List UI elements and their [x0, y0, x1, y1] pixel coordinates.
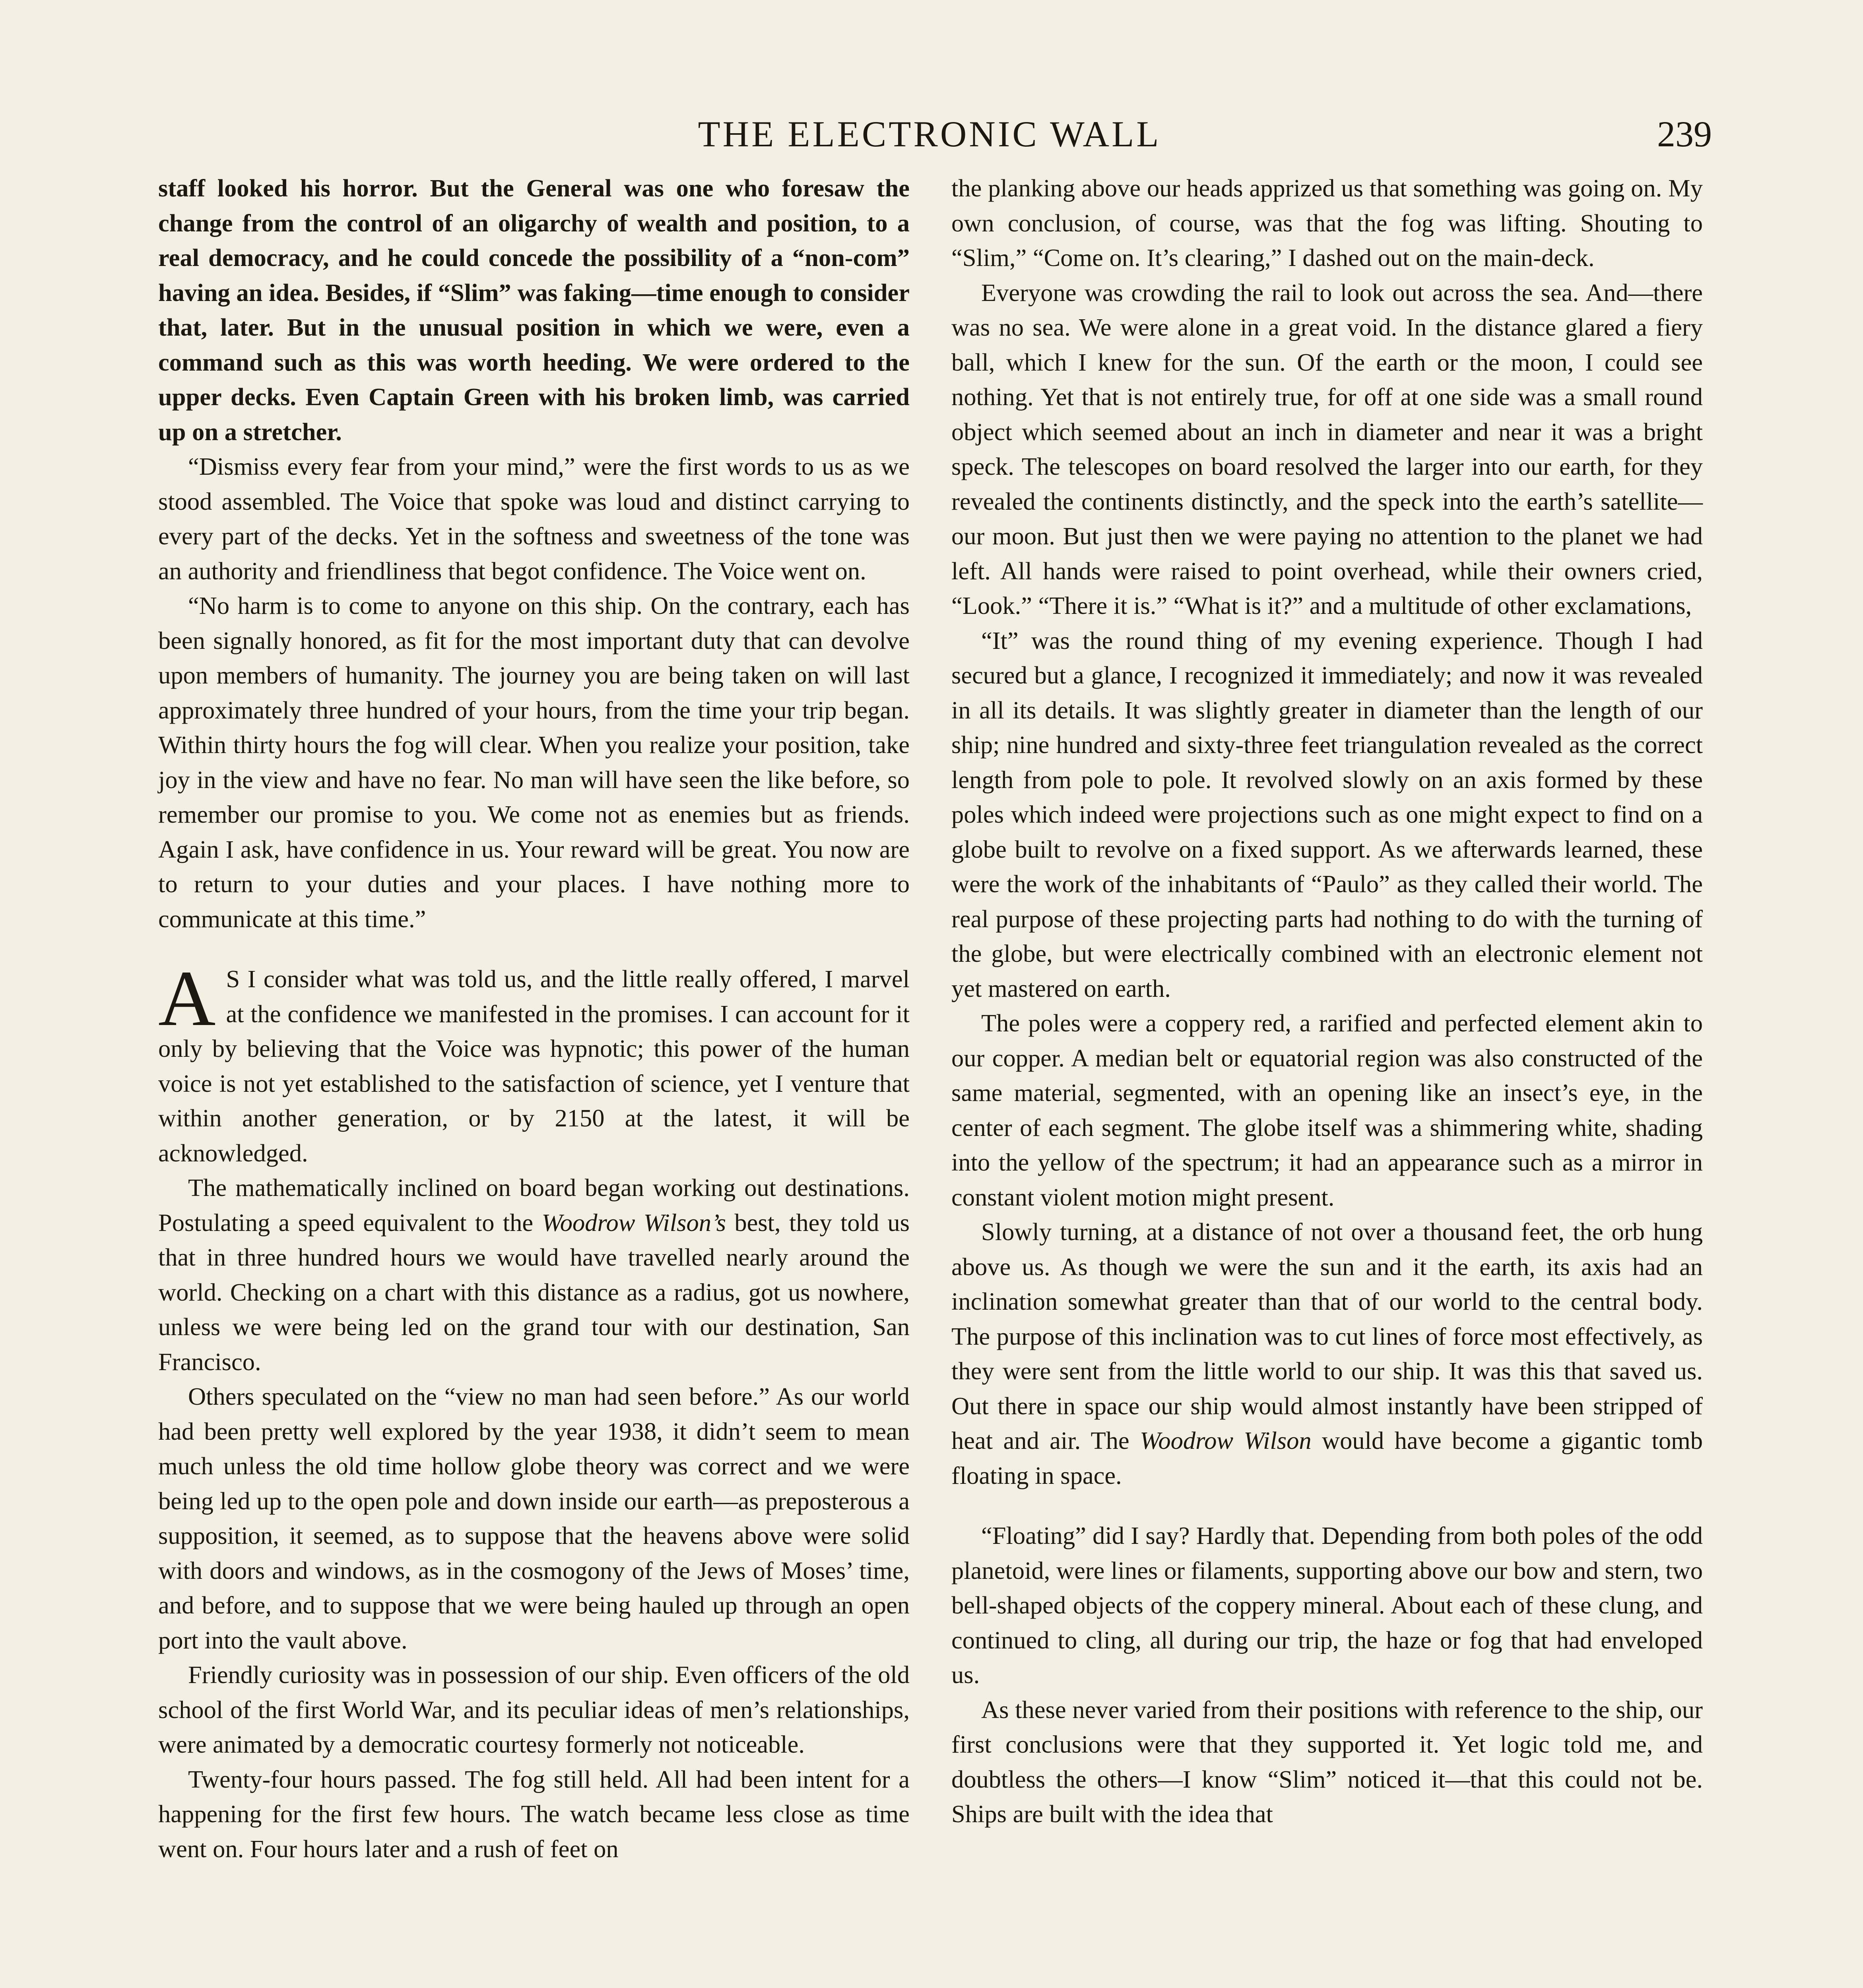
paragraph-text: The mathematically inclined on board began working out destinations. Postulating a speed equivalent to the	[158, 1174, 910, 1237]
paragraph: the planking above our heads apprized us that something was going on. My own conclusion, of course, was that the fog was lifting. Shouting to “Slim,” “Come on. It’s clearing,” I dashed out on the main-deck.	[951, 174, 1703, 272]
drop-cap: A	[158, 955, 216, 1043]
paragraph: “It” was the round thing of my evening experience. Though I had secured but a glance, I recognized it immediately; and now it was revealed in all its details. It was slightly greater in diameter than the length of our ship; nine hundred and sixty-three feet triangulation revealed as the correct length from pole to pole. It revolved slowly on an axis formed by these poles which indeed were projections such as one might expect to find on a globe built to revolve on a fixed support. As we afterwards learned, these were the work of the inhabitants of “Paulo” as they called their world. The real purpose of these projecting parts had nothing to do with the turning of the globe, but were electrically combined with an electronic element not yet mastered on earth.	[951, 626, 1703, 1002]
paragraph: “Floating” did I say? Hardly that. Depending from both poles of the odd planetoid, were lines or filaments, supporting above our bow and stern, two bell-shaped objects of the coppery mineral. About each of these clung, and continued to cling, all during our trip, the haze or fog that had enveloped us.	[951, 1522, 1703, 1689]
ship-name: Woodrow Wilson’s	[541, 1208, 726, 1237]
paragraph: “No harm is to come to anyone on this ship. On the contrary, each has been signally honored, as fit for the most important duty that can devolve upon members of humanity. The journey you are being taken on will last approximately three hundred of your hours, from the time your trip began. Within thirty hours the fog will clear. When you realize your position, take joy in the view and have no fear. No man will have seen the like before, so remember our promise to you. We come not as enemies but as friends. Again I ask, have confidence in us. Your reward will be great. You now are to return to your duties and your places. I have nothing more to communicate at this time.”	[158, 592, 910, 933]
running-title: THE ELECTRONIC WALL	[698, 114, 1161, 154]
paragraph-text: Slowly turning, at a distance of not over a thousand feet, the orb hung above us. As though we were the sun and it the earth, its axis had an inclination somewhat greater than that of our world to the central body. The purpose of this inclination was to cut lines of force most effectively, as they were sent from the little world to our ship. It was this that saved us. Out there in space our ship would almost instantly have been stripped of heat and air. The	[951, 1218, 1703, 1454]
paragraph: Friendly curiosity was in possession of our ship. Even officers of the old school of the first World War, and its peculiar ideas of men’s relationships, were animated by a democratic courtesy formerly not noticeable.	[158, 1661, 910, 1758]
left-column	[158, 171, 910, 1866]
ship-name: Woodrow Wilson	[1140, 1427, 1312, 1454]
paragraph-text: would have become a gigantic tomb floating in space.	[951, 1427, 1703, 1489]
paragraph-text: best, they told us that in three hundred hours we would have travelled nearly around the world. Checking on a chart with this distance as a radius, got us nowhere, unless we were being led on the grand tour with our destination, San Francisco.	[158, 1208, 910, 1376]
paragraph: staff looked his horror. But the General was one who foresaw the change from the control of an oligarchy of wealth and position, to a real democracy, and he could concede the possibility of a “non-com” having an idea. Besides, if “Slim” was faking—time enough to consider that, later. But in the unusual position in which we were, even a command such as this was worth heeding. We were ordered to the upper decks. Even Captain Green with his broken limb, was carried up on a stretcher.	[158, 174, 910, 446]
paragraph-text: S I consider what was told us, and the little really offered, I marvel at the confidence we manifested in the promises. I can account for it only by believing that the Voice was hypnotic; this power of the human voice is not yet established to the satisfaction of science, yet I venture that within another generation, or by 2150 at the latest, it will be acknowledged.	[158, 965, 910, 1167]
page-header	[147, 108, 1712, 160]
right-column	[951, 171, 1703, 1832]
page-number: 239	[1657, 114, 1712, 154]
paragraph: Others speculated on the “view no man had seen before.” As our world had been pretty well explored by the year 1938, it didn’t seem to mean much unless the old time hollow globe theory was correct and we were being led up to the open pole and down inside our earth—as preposterous a supposition, it seemed, as to suppose that the heavens above were solid with doors and windows, as in the cosmogony of the Jews of Moses’ time, and before, and to suppose that we were being hauled up through an open port into the vault above.	[158, 1382, 910, 1654]
paragraph	[951, 1215, 1703, 1493]
paragraph-with-drop-cap	[158, 955, 910, 1171]
paragraph: “Dismiss every fear from your mind,” were the first words to us as we stood assembled. The Voice that spoke was loud and distinct carrying to every part of the decks. Yet in the softness and sweetness of the tone was an authority and friendliness that begot confidence. The Voice went on.	[158, 452, 910, 585]
paragraph: Twenty-four hours passed. The fog still held. All had been intent for a happening for the first few hours. The watch became less close as time went on. Four hours later and a rush of feet on	[158, 1765, 910, 1863]
paragraph: The poles were a coppery red, a rarified and perfected element akin to our copper. A median belt or equatorial region was also constructed of the same material, segmented, with an opening like an insect’s eye, in the center of each segment. The globe itself was a shimmering white, shading into the yellow of the spectrum; it had an appearance such as a mirror in constant violent motion might present.	[951, 1009, 1703, 1211]
paragraph	[158, 1171, 910, 1379]
paragraph: Everyone was crowding the rail to look out across the sea. And—there was no sea. We were alone in a great void. In the distance glared a fiery ball, which I knew for the sun. Of the earth or the moon, I could see nothing. Yet that is not entirely true, for off at one side was a small round object which seemed about an inch in diameter and near it was a bright speck. The telescopes on board resolved the larger into our earth, for they revealed the continents distinctly, and the speck into the earth’s satellite—our moon. But just then we were paying no attention to the planet we had left. All hands were raised to point overhead, while their owners cried, “Look.” “There it is.” “What is it?” and a multitude of other exclamations,	[951, 278, 1703, 619]
paragraph: As these never varied from their positions with reference to the ship, our first conclusions were that they supported it. Yet logic told me, and doubtless the others—I know “Slim” noticed it—that this could not be. Ships are built with the idea that	[951, 1695, 1703, 1828]
